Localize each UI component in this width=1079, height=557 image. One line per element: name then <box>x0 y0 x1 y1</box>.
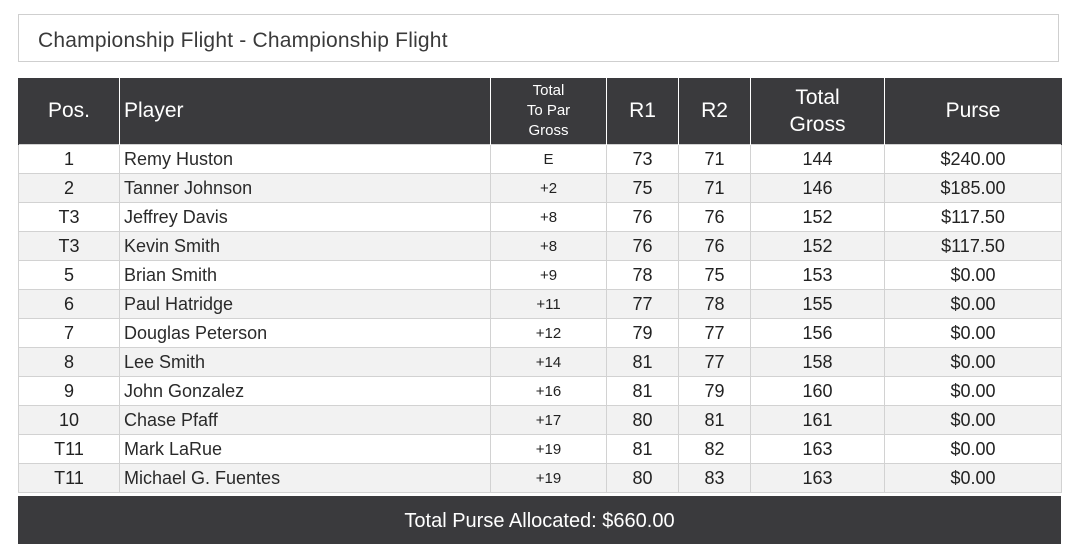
col-header-total-to-par-line1: Total <box>532 82 565 99</box>
cell-player: Michael G. Fuentes <box>120 464 491 493</box>
col-header-purse[interactable]: Purse <box>885 78 1062 145</box>
cell-total: 144 <box>751 145 885 174</box>
cell-purse: $0.00 <box>885 348 1062 377</box>
col-header-player[interactable]: Player <box>120 78 491 145</box>
col-header-total-to-par-line3: Gross <box>528 122 569 139</box>
cell-pos: 7 <box>19 319 120 348</box>
cell-to-par: +19 <box>491 464 607 493</box>
cell-pos: T3 <box>19 232 120 261</box>
cell-purse: $0.00 <box>885 435 1062 464</box>
col-header-total-gross-line2: Gross <box>789 113 846 136</box>
cell-pos: 10 <box>19 406 120 435</box>
cell-r2: 71 <box>679 174 751 203</box>
cell-purse: $0.00 <box>885 290 1062 319</box>
cell-pos: 9 <box>19 377 120 406</box>
cell-r2: 78 <box>679 290 751 319</box>
total-purse-footer: Total Purse Allocated: $660.00 <box>18 496 1061 544</box>
cell-to-par: +19 <box>491 435 607 464</box>
cell-purse: $117.50 <box>885 232 1062 261</box>
col-header-r2[interactable]: R2 <box>679 78 751 145</box>
flight-title-box <box>18 14 1059 62</box>
cell-total: 155 <box>751 290 885 319</box>
cell-r2: 76 <box>679 203 751 232</box>
table-row[interactable] <box>19 377 1062 406</box>
cell-total: 163 <box>751 464 885 493</box>
cell-r1: 77 <box>607 290 679 319</box>
cell-r1: 76 <box>607 203 679 232</box>
table-row[interactable] <box>19 435 1062 464</box>
cell-player: Remy Huston <box>120 145 491 174</box>
cell-r2: 83 <box>679 464 751 493</box>
cell-pos: 5 <box>19 261 120 290</box>
cell-total: 158 <box>751 348 885 377</box>
leaderboard-table <box>18 78 1062 493</box>
table-row[interactable] <box>19 261 1062 290</box>
cell-player: Kevin Smith <box>120 232 491 261</box>
cell-r1: 81 <box>607 435 679 464</box>
cell-r1: 73 <box>607 145 679 174</box>
table-row[interactable] <box>19 319 1062 348</box>
cell-purse: $117.50 <box>885 203 1062 232</box>
cell-to-par: +12 <box>491 319 607 348</box>
cell-r2: 76 <box>679 232 751 261</box>
cell-r1: 76 <box>607 232 679 261</box>
cell-total: 146 <box>751 174 885 203</box>
cell-to-par: +9 <box>491 261 607 290</box>
table-row[interactable] <box>19 290 1062 319</box>
cell-r1: 81 <box>607 348 679 377</box>
cell-pos: T11 <box>19 435 120 464</box>
cell-pos: 1 <box>19 145 120 174</box>
cell-player: John Gonzalez <box>120 377 491 406</box>
cell-total: 152 <box>751 203 885 232</box>
cell-player: Douglas Peterson <box>120 319 491 348</box>
cell-r1: 75 <box>607 174 679 203</box>
table-row[interactable] <box>19 464 1062 493</box>
col-header-pos[interactable]: Pos. <box>19 78 120 145</box>
cell-to-par: +17 <box>491 406 607 435</box>
cell-total: 153 <box>751 261 885 290</box>
cell-purse: $185.00 <box>885 174 1062 203</box>
cell-r2: 82 <box>679 435 751 464</box>
cell-pos: 6 <box>19 290 120 319</box>
cell-r1: 80 <box>607 464 679 493</box>
cell-r2: 77 <box>679 319 751 348</box>
cell-r1: 81 <box>607 377 679 406</box>
cell-to-par: +8 <box>491 203 607 232</box>
cell-pos: 8 <box>19 348 120 377</box>
cell-to-par: +14 <box>491 348 607 377</box>
col-header-r1[interactable]: R1 <box>607 78 679 145</box>
cell-to-par: E <box>491 145 607 174</box>
cell-r2: 81 <box>679 406 751 435</box>
cell-player: Chase Pfaff <box>120 406 491 435</box>
cell-purse: $0.00 <box>885 261 1062 290</box>
flight-title: Championship Flight - Championship Flight <box>38 29 448 52</box>
cell-pos: 2 <box>19 174 120 203</box>
cell-player: Brian Smith <box>120 261 491 290</box>
cell-r2: 71 <box>679 145 751 174</box>
cell-r2: 75 <box>679 261 751 290</box>
cell-total: 152 <box>751 232 885 261</box>
table-row[interactable] <box>19 406 1062 435</box>
cell-r2: 77 <box>679 348 751 377</box>
cell-r1: 80 <box>607 406 679 435</box>
cell-player: Jeffrey Davis <box>120 203 491 232</box>
table-row[interactable] <box>19 232 1062 261</box>
cell-purse: $0.00 <box>885 377 1062 406</box>
cell-total: 163 <box>751 435 885 464</box>
cell-total: 161 <box>751 406 885 435</box>
cell-r2: 79 <box>679 377 751 406</box>
col-header-total-to-par[interactable] <box>491 78 607 145</box>
cell-r1: 78 <box>607 261 679 290</box>
cell-player: Mark LaRue <box>120 435 491 464</box>
cell-r1: 79 <box>607 319 679 348</box>
col-header-total-gross-line1: Total <box>795 86 840 109</box>
cell-total: 156 <box>751 319 885 348</box>
table-row[interactable] <box>19 174 1062 203</box>
cell-purse: $0.00 <box>885 464 1062 493</box>
cell-to-par: +2 <box>491 174 607 203</box>
cell-total: 160 <box>751 377 885 406</box>
table-row[interactable] <box>19 348 1062 377</box>
cell-purse: $0.00 <box>885 406 1062 435</box>
col-header-total-gross[interactable] <box>751 78 885 145</box>
header-row <box>19 78 1062 145</box>
cell-purse: $240.00 <box>885 145 1062 174</box>
col-header-total-to-par-line2: To Par <box>526 102 571 119</box>
cell-player: Lee Smith <box>120 348 491 377</box>
cell-to-par: +8 <box>491 232 607 261</box>
cell-pos: T11 <box>19 464 120 493</box>
cell-player: Paul Hatridge <box>120 290 491 319</box>
cell-purse: $0.00 <box>885 319 1062 348</box>
cell-to-par: +16 <box>491 377 607 406</box>
table-row[interactable] <box>19 145 1062 174</box>
cell-to-par: +11 <box>491 290 607 319</box>
cell-pos: T3 <box>19 203 120 232</box>
table-row[interactable] <box>19 203 1062 232</box>
cell-player: Tanner Johnson <box>120 174 491 203</box>
